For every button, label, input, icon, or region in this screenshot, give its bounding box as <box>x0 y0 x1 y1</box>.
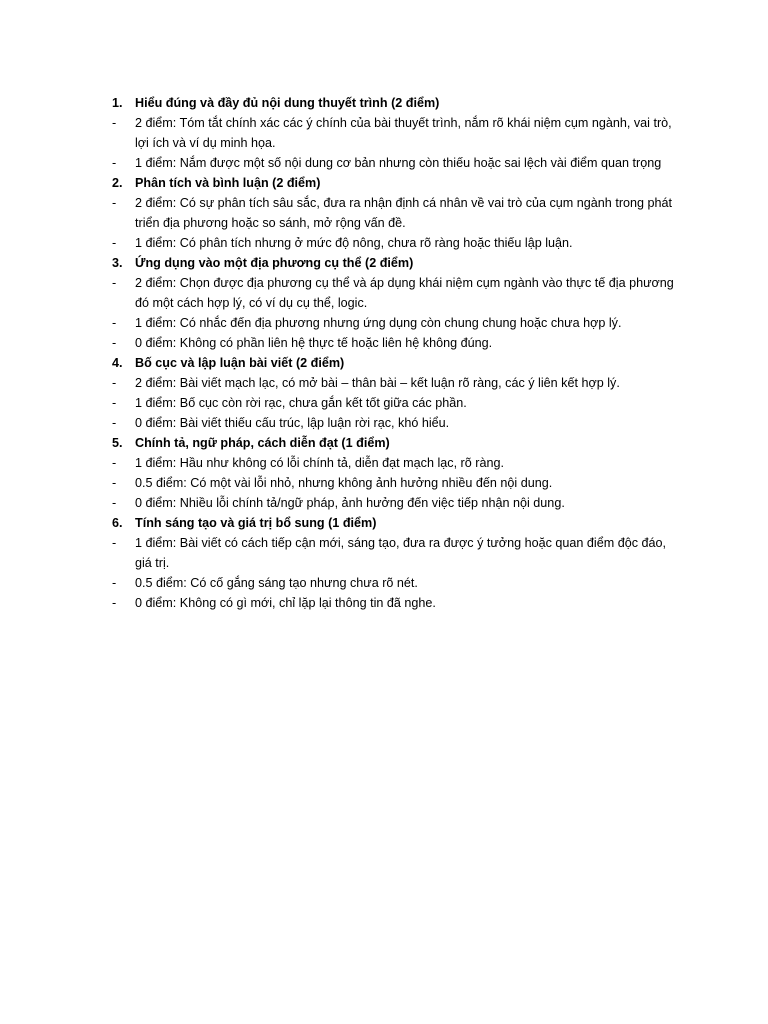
bullet-dash: - <box>112 236 117 250</box>
rubric-section-3 <box>112 253 682 353</box>
section-title: Ứng dụng vào một địa phương cụ thể (2 điểm) <box>135 256 414 270</box>
list-item <box>112 533 682 573</box>
list-item-text: 1 điểm: Hầu như không có lỗi chính tả, diễn đạt mạch lạc, rõ ràng. <box>135 456 504 470</box>
bullet-dash: - <box>112 336 117 350</box>
section-heading <box>112 513 682 533</box>
section-heading <box>112 93 682 113</box>
bullet-dash: - <box>112 116 117 130</box>
section-title: Phân tích và bình luận (2 điểm) <box>135 176 321 190</box>
section-heading <box>112 353 682 373</box>
list-item-text: 2 điểm: Bài viết mạch lạc, có mở bài – thân bài – kết luận rõ ràng, các ý liên kết hợp lý. <box>135 376 620 390</box>
section-number: 4. <box>112 356 123 370</box>
section-title: Hiểu đúng và đầy đủ nội dung thuyết trình (2 điểm) <box>135 96 440 110</box>
list-item-text: 0.5 điểm: Có một vài lỗi nhỏ, nhưng không ảnh hưởng nhiều đến nội dung. <box>135 476 553 490</box>
rubric-section-5 <box>112 433 682 513</box>
list-item <box>112 413 682 433</box>
section-number: 6. <box>112 516 123 530</box>
list-item <box>112 193 682 233</box>
list-item <box>112 313 682 333</box>
list-item <box>112 493 682 513</box>
list-item-text: 2 điểm: Chọn được địa phương cụ thể và áp dụng khái niệm cụm ngành vào thực tế địa phương đó một cách hợp lý, có ví dụ cụ thể, logic. <box>135 276 674 310</box>
bullet-dash: - <box>112 456 117 470</box>
list-item-text: 2 điểm: Có sự phân tích sâu sắc, đưa ra nhận định cá nhân về vai trò của cụm ngành trong phát triển địa phương hoặc so sánh, mở rộng vấn đề. <box>135 196 673 230</box>
section-number: 2. <box>112 176 123 190</box>
list-item <box>112 233 682 253</box>
list-item-text: 1 điểm: Bố cục còn rời rạc, chưa gắn kết tốt giữa các phần. <box>135 396 467 410</box>
section-title: Tính sáng tạo và giá trị bổ sung (1 điểm) <box>135 516 377 530</box>
list-item-text: 1 điểm: Nắm được một số nội dung cơ bản nhưng còn thiếu hoặc sai lệch vài điểm quan trọng <box>135 156 662 170</box>
list-item-text: 0 điểm: Không có phần liên hệ thực tế hoặc liên hệ không đúng. <box>135 336 493 350</box>
section-heading <box>112 173 682 193</box>
list-item <box>112 573 682 593</box>
list-item <box>112 113 682 153</box>
list-item <box>112 593 682 613</box>
section-number: 5. <box>112 436 123 450</box>
list-item <box>112 153 682 173</box>
bullet-dash: - <box>112 536 117 550</box>
bullet-dash: - <box>112 376 117 390</box>
bullet-dash: - <box>112 596 117 610</box>
list-item-text: 1 điểm: Có nhắc đến địa phương nhưng ứng dụng còn chung chung hoặc chưa hợp lý. <box>135 316 622 330</box>
bullet-dash: - <box>112 396 117 410</box>
bullet-dash: - <box>112 316 117 330</box>
list-item-text: 0.5 điểm: Có cố gắng sáng tạo nhưng chưa rõ nét. <box>135 576 418 590</box>
list-item <box>112 473 682 493</box>
list-item <box>112 273 682 313</box>
bullet-dash: - <box>112 476 117 490</box>
rubric-section-4 <box>112 353 682 433</box>
list-item-text: 2 điểm: Tóm tắt chính xác các ý chính của bài thuyết trình, nắm rõ khái niệm cụm ngành, vai trò, lợi ích và ví dụ minh họa. <box>135 116 672 150</box>
rubric-section-6 <box>112 513 682 613</box>
list-item-text: 1 điểm: Có phân tích nhưng ở mức độ nông, chưa rõ ràng hoặc thiếu lập luận. <box>135 236 573 250</box>
list-item-text: 1 điểm: Bài viết có cách tiếp cận mới, sáng tạo, đưa ra được ý tưởng hoặc quan điểm độc đáo, giá trị. <box>135 536 667 570</box>
section-title: Bố cục và lập luận bài viết (2 điểm) <box>135 356 345 370</box>
list-item <box>112 393 682 413</box>
rubric-document <box>112 93 682 613</box>
bullet-dash: - <box>112 576 117 590</box>
list-item-text: 0 điểm: Nhiều lỗi chính tả/ngữ pháp, ảnh hưởng đến việc tiếp nhận nội dung. <box>135 496 565 510</box>
bullet-dash: - <box>112 276 117 290</box>
section-heading <box>112 433 682 453</box>
list-item <box>112 453 682 473</box>
section-number: 1. <box>112 96 123 110</box>
section-title: Chính tả, ngữ pháp, cách diễn đạt (1 điểm) <box>135 436 390 450</box>
list-item <box>112 373 682 393</box>
rubric-section-2 <box>112 173 682 253</box>
section-number: 3. <box>112 256 123 270</box>
list-item <box>112 333 682 353</box>
section-heading <box>112 253 682 273</box>
bullet-dash: - <box>112 416 117 430</box>
rubric-section-1 <box>112 93 682 173</box>
bullet-dash: - <box>112 196 117 210</box>
bullet-dash: - <box>112 156 117 170</box>
list-item-text: 0 điểm: Bài viết thiếu cấu trúc, lập luận rời rạc, khó hiểu. <box>135 416 450 430</box>
list-item-text: 0 điểm: Không có gì mới, chỉ lặp lại thông tin đã nghe. <box>135 596 436 610</box>
bullet-dash: - <box>112 496 117 510</box>
